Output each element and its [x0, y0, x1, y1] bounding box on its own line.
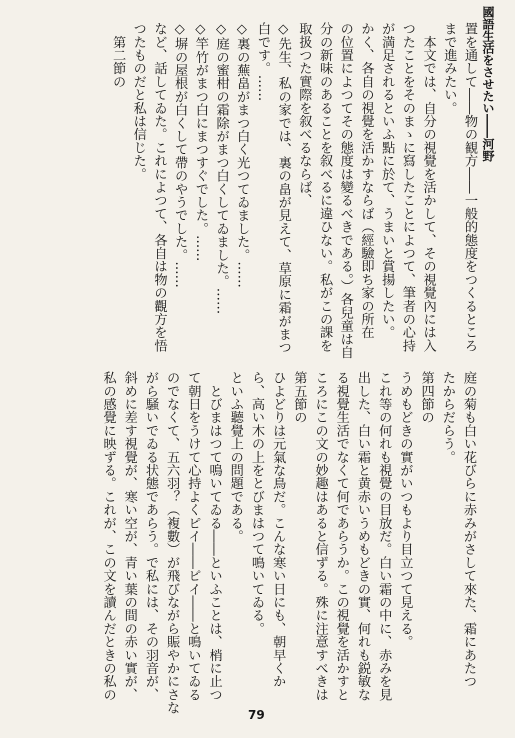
- text-line: のでなくて、五六羽？（複數）が飛びながら賑やかにさな: [164, 371, 180, 715]
- text-line: ひよどりは元氣な鳥だ。こんな寒い日にも、朝早くか: [270, 371, 286, 688]
- text-line: の位置によつてその態度は變るべきである。）各兒童は自: [337, 22, 353, 359]
- text-line: 第二節の: [110, 22, 126, 88]
- text-line: つたことをそのまゝに寫したことによつて、筆者の心持: [399, 22, 415, 352]
- page-number: 79: [248, 708, 265, 722]
- running-header: 國語生活をさせたい――河野: [481, 6, 495, 162]
- text-line: 分の新味のあることを叙べるに違ひない。私がこの課を: [317, 22, 333, 352]
- text-line: 本文では、自分の視覺を活かして、その視覺內には入: [420, 22, 436, 352]
- text-line: といふ聽覺上の問題である。: [227, 371, 243, 543]
- text-line: 白です。……: [254, 22, 270, 102]
- text-line: が満足されるといふ點に於て、うまいと賞揚したい。: [379, 22, 395, 339]
- text-line: つたものだと私は信じた。: [130, 22, 146, 181]
- text-line: ◇裏の蕪畠がまつ白く光つてゐました。……: [234, 22, 250, 288]
- text-line: る視覺生活でなくて何であらうか。この視覺を活かすと: [333, 371, 349, 701]
- text-line: ◇塀の屋根が白くして帶のやうでした。……: [172, 22, 188, 288]
- text-line: ◇竿竹がまつ白にまつすぐでした。……: [192, 22, 208, 262]
- upper-text-block: [29, 22, 479, 359]
- text-line: 取扱つた實際を叙べるならば、: [296, 22, 312, 207]
- text-line: これ等の何れも視覺の目放だ。白い霜の中に、赤みを見: [376, 371, 392, 701]
- text-line: 出した、白い霜と黄赤いうめもどきの實、何れも鋭敏な: [354, 371, 370, 701]
- text-line: 私の感覺に映ずる。これが、この文を讀んだときの私の: [100, 371, 116, 701]
- text-line: 庭の菊も白い花びらに赤みがさして來た、霜にあたつ: [461, 371, 476, 688]
- text-line: 斜めに差す視覺が、寒い空が、青い葉の間の赤い實が、: [121, 371, 137, 701]
- text-line: うめもどきの實がいつもより目立つて見える。: [397, 371, 413, 649]
- text-line: など、話してゐた。これによつて、各自は物の觀方を悟: [151, 22, 167, 352]
- text-line: かく、各自の視覺を活かすならば（經驗即ち家の所在: [358, 22, 374, 339]
- text-line: ◇先生、私の家では、裏の畠が見えて、草原に霜がまつ: [275, 22, 291, 354]
- text-line: 第五節の: [291, 371, 307, 424]
- text-line: ら、高い木の上をとびまはつて鳴いてゐる。: [248, 371, 264, 635]
- text-line: たからだらう。: [439, 371, 455, 464]
- text-line: ◇庭の蜜柑の霜除がまつ白くしてゐました。……: [213, 22, 229, 315]
- text-line: 置を通して――物の観方――一般的態度をつくるところ: [462, 22, 477, 352]
- text-line: ころにこの文の妙趣はあると信ずる。殊に注意すべきは: [312, 371, 328, 701]
- text-line: て朝日をうけて心持よくピイ――ピイ――と鳴いてゐる: [185, 371, 201, 701]
- text-line: とびまはつて鳴いてゐる――といふことは、梢に止つ: [206, 371, 222, 701]
- text-line: がら騒いでゐる状態であらう。で私には、その羽音が、: [142, 371, 158, 701]
- text-line: 第四節の: [418, 371, 434, 424]
- text-line: まで進みたい。: [441, 22, 457, 115]
